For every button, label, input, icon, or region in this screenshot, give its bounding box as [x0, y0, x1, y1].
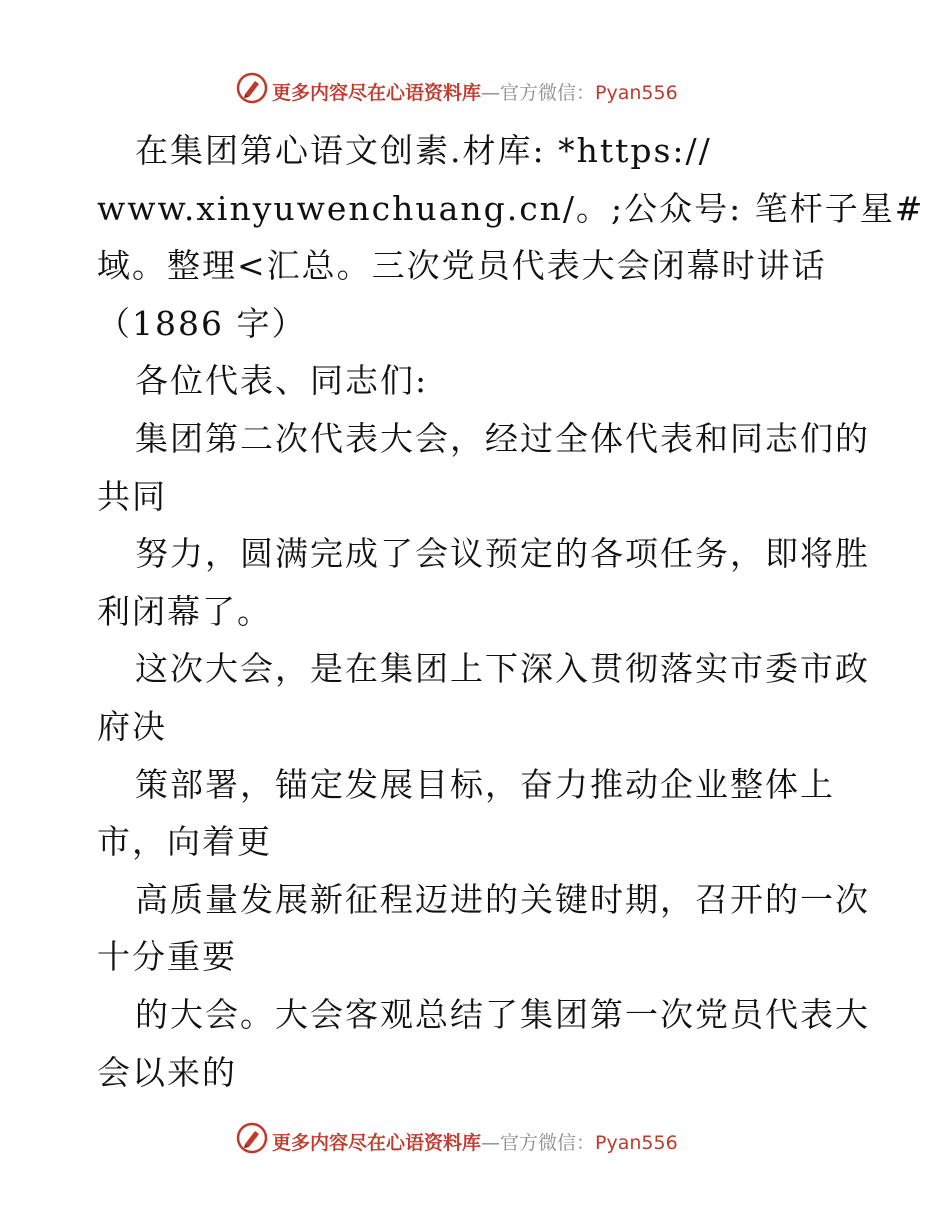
- text-line: 在集团第心语文创素.材库: *https://: [135, 131, 712, 170]
- text-line: 努力，圆满完成了会议预定的各项任务，即将胜: [135, 534, 870, 574]
- text-line: 十分重要: [97, 937, 237, 977]
- text-line: www.xinyuwenchuang.cn/。;公众号: 笔杆子星#: [97, 188, 925, 228]
- word-count: （1886 字）: [97, 303, 307, 343]
- watermark-text: [272, 1128, 678, 1155]
- text-line: 这次大会，是在集团上下深入贯彻落实市委市政: [135, 649, 870, 689]
- text-line: 策部署，锚定发展目标，奋力推动企业整体上: [135, 764, 835, 804]
- salutation: 各位代表、同志们:: [135, 361, 429, 401]
- document-body: [97, 122, 925, 1101]
- watermark-text: [272, 78, 678, 105]
- watermark-text-part1: 更多内容尽在心语资料库: [272, 1132, 482, 1154]
- document-title-line: 域。整理<汇总。三次党员代表大会闭幕时讲话: [97, 246, 827, 286]
- text-line: 集团第二次代表大会，经过全体代表和同志们的: [135, 418, 870, 458]
- text-line: 府决: [97, 706, 167, 746]
- watermark-text-part2: —官方微信：: [481, 82, 596, 104]
- watermark-text-part3: Pyan556: [595, 1132, 678, 1154]
- watermark-text-part3: Pyan556: [595, 82, 678, 104]
- text-line: 高质量发展新征程迈进的关键时期，召开的一次: [135, 879, 870, 919]
- text-line: 市，向着更: [97, 822, 272, 862]
- text-line: 利闭幕了。: [97, 591, 272, 631]
- text-line: 共同: [97, 476, 167, 516]
- pen-logo-icon: [236, 1122, 268, 1154]
- watermark-text-part2: —官方微信：: [481, 1132, 596, 1154]
- text-line: 会以来的: [97, 1052, 237, 1092]
- text-line: 的大会。大会客观总结了集团第一次党员代表大: [135, 994, 870, 1034]
- watermark-text-part1: 更多内容尽在心语资料库: [272, 82, 482, 104]
- header-watermark-banner: [0, 70, 950, 110]
- footer-watermark-banner: [0, 1120, 950, 1160]
- pen-logo-icon: [236, 72, 268, 104]
